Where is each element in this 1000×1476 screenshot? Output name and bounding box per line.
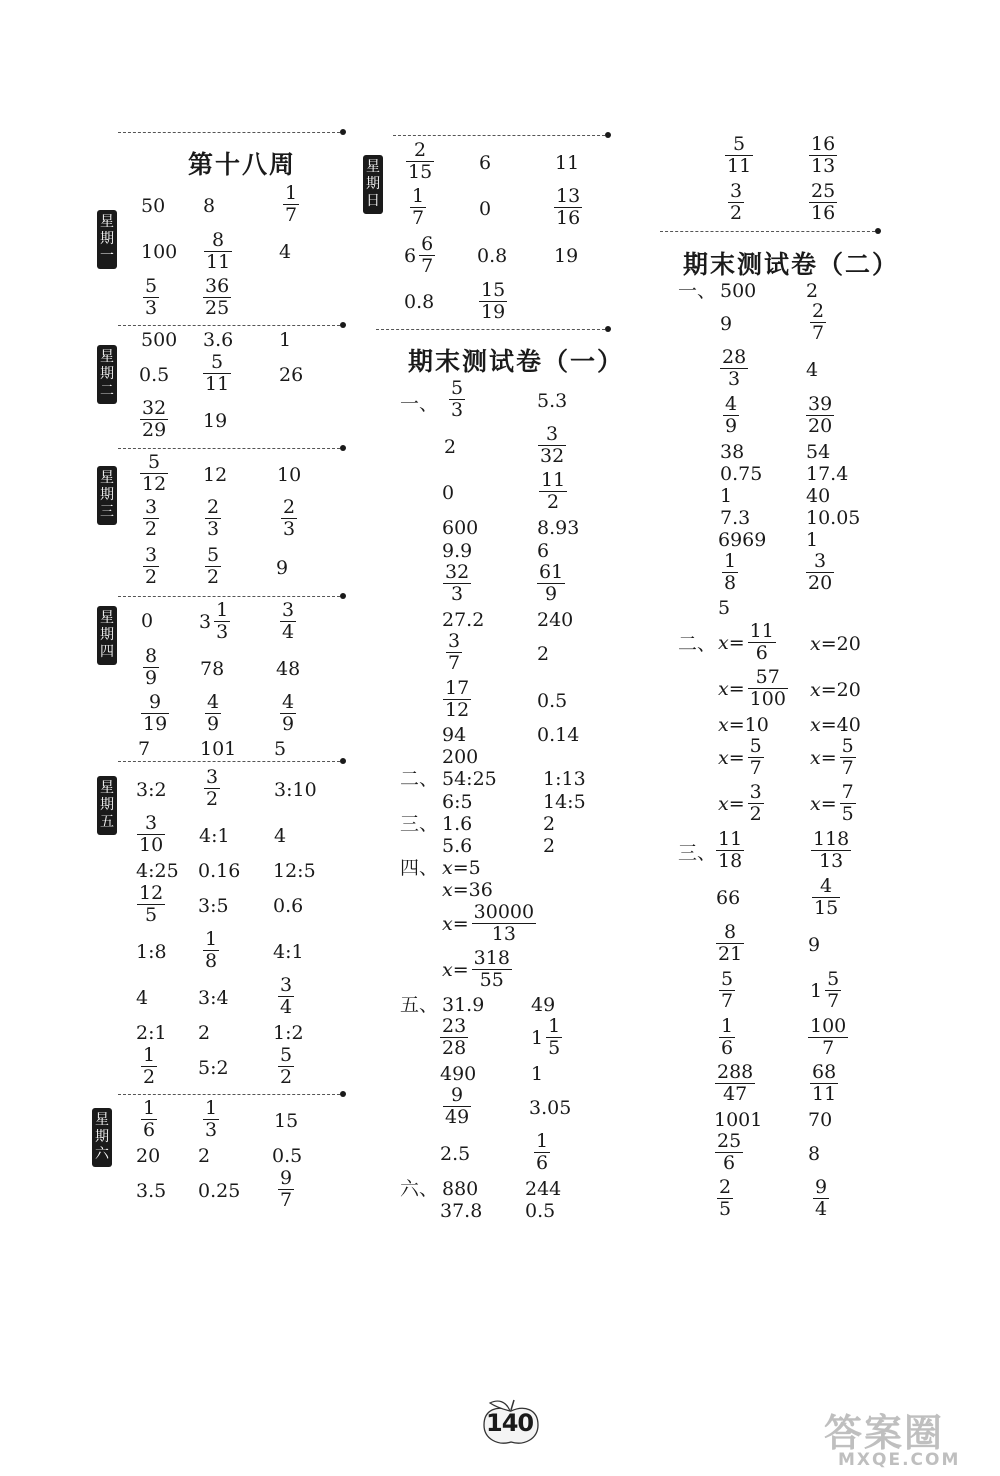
answer: 5.6	[442, 835, 473, 857]
answer: 4	[806, 359, 819, 381]
fraction: 1 8	[205, 928, 218, 972]
answer: 500	[141, 329, 178, 351]
fraction: 3 2	[730, 180, 743, 224]
equation: x = 5 7	[718, 735, 762, 779]
answer: 1	[531, 1063, 544, 1085]
answer: 4	[274, 825, 287, 847]
section-label: 三、	[400, 813, 439, 835]
equation: x = 318 55	[442, 947, 510, 991]
answer: 0.16	[198, 860, 241, 882]
answer: 94	[442, 724, 467, 746]
answer: 0.8	[477, 245, 508, 267]
section-label: 二、	[678, 633, 717, 655]
fraction: 8 11	[206, 229, 231, 273]
fraction: 1 6	[143, 1097, 156, 1141]
answer: 20	[136, 1145, 161, 1167]
answer: 3.6	[203, 329, 234, 351]
equation: x = 7 5	[810, 781, 854, 825]
equation: x = 3 2	[718, 781, 762, 825]
week-title: 第十八周	[188, 150, 297, 179]
fraction: 118 13	[813, 828, 850, 872]
fraction: 28 3	[722, 346, 747, 390]
equation: x = 20	[810, 679, 861, 701]
answer: 4:25	[136, 860, 179, 882]
answer: 6	[537, 540, 550, 562]
fraction: 9 49	[445, 1084, 470, 1128]
answer: 49	[531, 994, 556, 1016]
answer: 12:5	[273, 860, 316, 882]
divider-dot	[340, 593, 346, 599]
fraction: 3 20	[808, 550, 833, 594]
fraction: 8 9	[145, 645, 158, 689]
answer: 48	[276, 658, 301, 680]
answer: 5:2	[198, 1057, 229, 1079]
divider-dot	[605, 326, 611, 332]
answer: 5	[274, 738, 287, 760]
equation: x = 36	[442, 879, 493, 901]
fraction: 1 3	[205, 1097, 218, 1141]
fraction: 9 19	[143, 691, 168, 735]
fraction: 15 19	[481, 279, 506, 323]
section-label: 三、	[678, 842, 717, 864]
day-label-mon: 星期一	[97, 210, 117, 269]
fraction: 2 7	[812, 300, 825, 344]
answer: 2	[198, 1145, 211, 1167]
answer: 3:10	[274, 779, 317, 801]
equation: x = 40	[810, 714, 861, 736]
section-label: 一、	[400, 393, 439, 415]
page-number: 140	[486, 1409, 534, 1437]
answer: 880	[442, 1178, 479, 1200]
fraction: 5 3	[451, 377, 464, 421]
fraction: 3 2	[206, 766, 219, 810]
answer: 54:25	[442, 768, 497, 790]
mixed-number: 3 1 3	[199, 599, 229, 643]
fraction: 2 5	[719, 1176, 732, 1220]
answer: 3.5	[136, 1180, 167, 1202]
answer: 2	[806, 280, 819, 302]
divider-dot	[340, 129, 346, 135]
answer: 2	[444, 436, 457, 458]
fraction: 5 3	[145, 275, 158, 319]
answer: 1:8	[136, 941, 167, 963]
day-label-wed: 星期三	[97, 466, 117, 525]
fraction: 3 7	[448, 630, 461, 674]
answer: 0.25	[198, 1180, 241, 1202]
fraction: 36 25	[205, 275, 230, 319]
divider	[376, 329, 605, 330]
answer: 38	[720, 441, 745, 463]
equation: x = 5 7	[810, 735, 854, 779]
mixed-number: 6 6 7	[404, 233, 434, 277]
answer: 0.5	[537, 690, 568, 712]
fraction: 5 2	[280, 1044, 293, 1088]
fraction: 1 7	[412, 185, 425, 229]
answer: 200	[442, 746, 479, 768]
equation: x = 10	[718, 714, 769, 736]
fraction: 5 11	[205, 351, 230, 395]
answer: 4	[136, 987, 149, 1009]
fraction: 2 3	[283, 496, 296, 540]
answer: 600	[442, 517, 479, 539]
day-label-sat: 星期六	[92, 1108, 112, 1167]
fraction: 3 2	[145, 496, 158, 540]
divider	[393, 135, 605, 136]
divider-dot	[340, 758, 346, 764]
fraction: 3 10	[139, 812, 164, 856]
answer: 3:2	[136, 779, 167, 801]
answer: 40	[806, 485, 831, 507]
fraction: 4 9	[725, 393, 738, 437]
fraction: 61 9	[539, 561, 564, 605]
divider-dot	[340, 322, 346, 328]
answer: 70	[808, 1109, 833, 1131]
fraction: 100 7	[810, 1015, 847, 1059]
fraction: 5 11	[727, 133, 752, 177]
watermark-url: MXQE.COM	[838, 1450, 961, 1470]
answer: 3.05	[529, 1097, 572, 1119]
answer: 50	[141, 195, 166, 217]
answer: 19	[554, 245, 579, 267]
divider	[660, 231, 875, 232]
answer: 0.75	[720, 463, 763, 485]
fraction: 4 9	[207, 691, 220, 735]
answer: 100	[141, 241, 178, 263]
section-label: 四、	[400, 857, 439, 879]
divider-dot	[605, 132, 611, 138]
section-label: 六、	[400, 1178, 439, 1200]
section-label: 二、	[400, 768, 439, 790]
answer: 3:4	[198, 987, 229, 1009]
divider	[118, 325, 340, 326]
answer: 0.8	[404, 291, 435, 313]
watermark	[820, 1402, 995, 1472]
fraction: 1 6	[536, 1130, 549, 1174]
answer: 1	[720, 485, 733, 507]
answer: 500	[720, 280, 757, 302]
divider	[118, 132, 340, 133]
answer: 37.8	[440, 1200, 483, 1222]
answer: 7	[138, 738, 151, 760]
answer: 4:1	[199, 825, 230, 847]
answer: 17.4	[806, 463, 849, 485]
fraction: 2 15	[408, 139, 433, 183]
answer: 10	[277, 464, 302, 486]
fraction: 4 15	[814, 875, 839, 919]
fraction: 3 32	[540, 423, 565, 467]
answer: 1:2	[273, 1022, 304, 1044]
fraction: 25 16	[811, 180, 836, 224]
answer: 11	[555, 152, 580, 174]
answer: 6969	[718, 529, 767, 551]
fraction: 11 18	[718, 828, 743, 872]
answer: 490	[440, 1063, 477, 1085]
equation: x = 30000 13	[442, 901, 535, 945]
divider	[118, 448, 340, 449]
mixed-number: 1 1 5	[531, 1015, 561, 1059]
answer: 4	[279, 241, 292, 263]
answer: 0.14	[537, 724, 580, 746]
fraction: 9 7	[280, 1167, 293, 1211]
mixed-number: 1 5 7	[810, 968, 840, 1012]
answer: 2:1	[136, 1022, 167, 1044]
answer: 14:5	[543, 791, 586, 813]
exam2-title: 期末测试卷（二）	[683, 250, 900, 279]
fraction: 1 8	[724, 550, 737, 594]
exam1-title: 期末测试卷（一）	[408, 347, 625, 376]
answer: 2	[543, 835, 556, 857]
divider-dot	[875, 228, 881, 234]
fraction: 5 7	[721, 968, 734, 1012]
day-label-sun: 星期日	[363, 155, 383, 214]
answer: 31.9	[442, 994, 485, 1016]
fraction: 13 16	[556, 185, 581, 229]
answer: 9.9	[442, 540, 473, 562]
fraction: 1 6	[721, 1015, 734, 1059]
answer: 0	[442, 482, 455, 504]
answer: 66	[716, 887, 741, 909]
answer: 9	[276, 557, 289, 579]
fraction: 39 20	[808, 393, 833, 437]
answer: 7.3	[720, 507, 751, 529]
fraction: 3 2	[145, 544, 158, 588]
section-label: 一、	[678, 280, 717, 302]
answer: 0.5	[272, 1145, 303, 1167]
answer: 8	[808, 1143, 821, 1165]
answer: 9	[808, 934, 821, 956]
equation: x = 57 100	[718, 666, 786, 710]
answer: 0	[141, 610, 154, 632]
fraction: 5 2	[207, 544, 220, 588]
fraction: 11 2	[541, 469, 566, 513]
answer: 78	[200, 658, 225, 680]
answer: 1001	[714, 1109, 763, 1131]
answer: 2.5	[440, 1143, 471, 1165]
answer: 101	[200, 738, 237, 760]
divider-dot	[340, 445, 346, 451]
fraction: 32 3	[445, 561, 470, 605]
fraction: 12 5	[139, 882, 164, 926]
fraction: 23 28	[442, 1015, 467, 1059]
answer: 19	[203, 410, 228, 432]
fraction: 5 12	[142, 451, 167, 495]
answer: 6	[479, 152, 492, 174]
equation: x = 11 6	[718, 620, 774, 664]
divider	[118, 1094, 340, 1095]
fraction: 1 7	[285, 182, 298, 226]
fraction: 3 4	[280, 974, 293, 1018]
fraction: 3 4	[282, 599, 295, 643]
answer: 15	[274, 1110, 299, 1132]
answer: 4:1	[273, 941, 304, 963]
divider-dot	[340, 1091, 346, 1097]
fraction: 68 11	[812, 1061, 837, 1105]
fraction: 17 12	[445, 677, 470, 721]
answer: 0.5	[139, 364, 170, 386]
answer: 8.93	[537, 517, 580, 539]
fraction: 25 6	[717, 1130, 742, 1174]
answer: 54	[806, 441, 831, 463]
answer: 2	[537, 643, 550, 665]
answer: 2	[198, 1022, 211, 1044]
day-label-thu: 星期四	[97, 606, 117, 665]
answer: 240	[537, 609, 574, 631]
answer: 10.05	[806, 507, 861, 529]
answer: 8	[203, 195, 216, 217]
answer: 0.5	[525, 1200, 556, 1222]
equation: x = 5	[442, 857, 481, 879]
answer: 3:5	[198, 895, 229, 917]
answer: 1.6	[442, 813, 473, 835]
section-label: 五、	[400, 994, 439, 1016]
page-number-badge	[476, 1395, 546, 1447]
day-label-tue: 星期二	[97, 345, 117, 404]
answer: 0.6	[273, 895, 304, 917]
answer: 5	[718, 597, 731, 619]
fraction: 1 2	[143, 1044, 156, 1088]
answer: 2	[543, 813, 556, 835]
answer: 5.3	[537, 390, 568, 412]
answer: 1	[279, 329, 292, 351]
fraction: 32 29	[142, 397, 167, 441]
fraction: 16 13	[811, 133, 836, 177]
answer: 26	[279, 364, 304, 386]
answer: 0	[479, 198, 492, 220]
fraction: 9 4	[815, 1176, 828, 1220]
fraction: 2 3	[207, 496, 220, 540]
answer: 1	[806, 529, 819, 551]
divider	[118, 761, 340, 762]
fraction: 8 21	[718, 921, 743, 965]
divider	[118, 596, 340, 597]
equation: x = 20	[810, 633, 861, 655]
answer: 6:5	[442, 791, 473, 813]
day-label-fri: 星期五	[97, 776, 117, 835]
answer: 27.2	[442, 609, 485, 631]
answer: 12	[203, 464, 228, 486]
answer: 9	[720, 313, 733, 335]
fraction: 288 47	[717, 1061, 754, 1105]
answer: 244	[525, 1178, 562, 1200]
answer: 1:13	[543, 768, 586, 790]
fraction: 4 9	[282, 691, 295, 735]
watermark-text: 答案圈	[824, 1411, 945, 1455]
